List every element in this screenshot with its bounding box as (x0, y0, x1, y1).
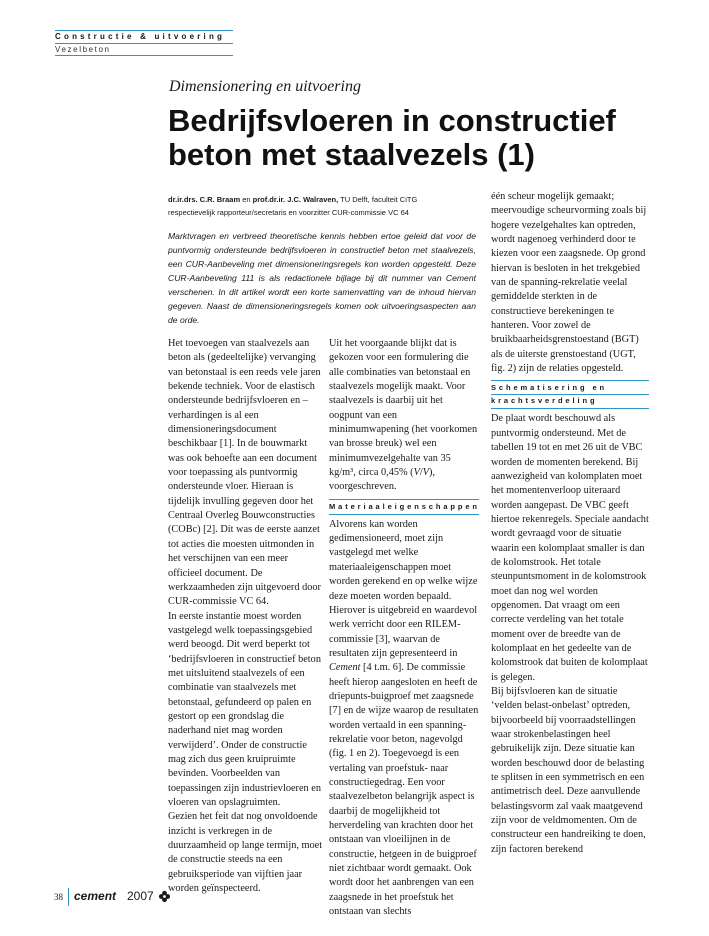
body-paragraph: Gezien het feit dat nog onvoldoende inzicht is verkregen in de duurzaamheid op lange termijn, moet de constructie steeds na een gebruiksperiode van vijftien jaar worden geïnspecteerd. (168, 811, 323, 895)
body-paragraph: Bij bijfsvloeren kan de situatie ‘velden belast-onbelast’ optreden, bijvoorbeeld bij voorraadstellingen waar strokenbelastingen heel gebruikelijk zijn. Deze situatie kan worden beschouwd door de belasting te splitsen in een symmetrisch en een antimetrisch deel. Deze aanvullende belastingsvorm zal vaak maatgevend zijn voor de veldmomenten. Om de constructeur een handreiking te doen, zijn factoren berekend (491, 686, 646, 855)
body-text-italic: Cement (329, 662, 361, 674)
body-paragraph (329, 337, 479, 495)
author-roles: respectievelijk rapporteur/secretaris en voorzitter CUR-commissie VC 64 (168, 208, 409, 217)
subsection-label: Vezelbeton (55, 45, 111, 54)
author-affiliation: TU Delft, faculteit CiTG (338, 195, 418, 204)
body-text: Alvorens kan worden gedimensioneerd, moet zijn vastgelegd met welke materiaaleigenschappen moet worden gerekend en op welke wijze deze moeten worden bepaald. Hierover is uitgebreid en waardevol werk verricht door een RILEM-commissie [3], waarvan de resultaten zijn gepresenteerd in (329, 518, 478, 659)
magazine-name: cement (74, 889, 117, 903)
magazine-year: 2007 (127, 889, 154, 903)
body-text-italic: V (422, 467, 430, 479)
body-text: [4 t.m. 6]. De commissie heeft hierop aangesloten en heeft de driepunts-buigproef met zaagsnede [7] en de wijze waarop de resultaten worden vertaald in een spanning-rekrelatie voor beton, nagevolgd (fig. 1 en 2). Toegevoegd is een vertaling van proefstuk- naar constructiegedrag. Een voor staalvezelbeton belangrijk aspect is daarbij de mogelijkheid tot herverdeling van krachten door het ontstaan van vloeilijnen in de constructie, hetgeen in de buigproef niet zichtbaar wordt gemaakt. Ook wordt door het aanbrengen van een zaagsnede in het proefstuk het ontstaan van slechts (329, 662, 479, 918)
body-column-3 (491, 190, 649, 857)
subheading-schematisering (491, 380, 649, 409)
body-text: / (419, 467, 423, 479)
author-2: prof.dr.ir. J.C. Walraven, (252, 195, 339, 204)
page-number: 38 (54, 892, 63, 902)
article-kicker: Dimensionering en uitvoering (169, 78, 361, 95)
body-paragraph: In eerste instantie moest worden vastgelegd welk toepassingsgebied werd beoogd. Dit werd beperkt tot ‘bedrijfsvloeren in constructief beton met uitsluitend staalvezels of een combinatie van staalvezels met betonstaal, gefundeerd op palen en gestort op een grondslag die naderhand niet mag worden verwijderd’. Onder de constructie mag zich dus geen kruipruimte bevinden. Voorbeelden van toepassingen zijn industrievloeren en vloeren van opslagruimten. (168, 610, 321, 808)
body-text: ), voorgeschreven. (329, 467, 436, 493)
subheading-line: Schematisering en (491, 383, 607, 393)
author-byline (168, 193, 488, 219)
subheading-materiaaleigenschappen: Materiaaleigenschappen (329, 499, 479, 515)
author-1: dr.ir.drs. C.R. Braam (168, 195, 241, 204)
body-text: Uit het voorgaande blijkt dat is gekozen voor een formulering die alle combinaties van betonstaal en staalvezels mogelijk maakt. Voor staalvezels is daarbij uit het oogpunt van een minimumwapening (het voorkomen van brosse breuk) wel een minimumvezelgehalte van 35 kg/m³, circa 0,45% ( (329, 338, 478, 479)
body-paragraph (329, 518, 479, 920)
body-paragraph: één scheur mogelijk gemaakt; meervoudige scheurvorming zoals bij hogere vezelgehaltes kan optreden, wordt nagenoeg verhinderd door te kiezen voor een zaagsnede. Op grond hiervan is besloten in het trekgebied van de spanning-rekrelatie veelal gemiddelde sterkten in de constructieve berekeningen te hanteren. Voor zowel de bruikbaarheidsgrenstoestand (BGT) als de uiterste grenstoestand (UGT, fig. 2) zijn de relaties opgesteld. (491, 191, 647, 375)
author-joiner: en (240, 195, 253, 204)
body-paragraph: De plaat wordt beschouwd als puntvormig ondersteund. Met de tabellen 19 tot en met 26 uit de VBC worden de momenten berekend. Bij aanwezigheid van kolomplaten moet het momentenverloop uiteraard worden aangepast. De VBC geeft hiertoe rekenregels. Speciale aandacht wordt gevraagd voor de situatie waarin een kolomplaat smaller is dan de kolomstrook. Het totale steunpuntsmoment in de kolomstrook moet dan nog wel worden opgenomen. Dat vraagt om een correcte verdeling van het totale moment over de breedte van de kolomplaat en het gedeelte van de kolomstrook dat buiten de kolomplaat is gelegen. (491, 413, 649, 683)
footer-divider (68, 888, 69, 906)
article-title: Bedrijfsvloeren in constructief beton met staalvezels (1) (168, 103, 616, 172)
header-rule-top (55, 30, 233, 31)
flower-icon (158, 890, 171, 903)
subheading-line: krachtsverdeling (491, 394, 649, 407)
header-rule-middle (55, 43, 233, 44)
header-rule-bottom (55, 55, 233, 56)
body-text-italic: V (413, 467, 420, 479)
body-column-1 (168, 337, 324, 896)
body-paragraph: Het toevoegen van staalvezels aan beton als (gedeeltelijke) vervanging van betonstaal is een reeds vele jaren bekende techniek. Voor de elastisch ondersteunde bedrijfsvloeren en –verhardingen is al een dimensioneringsdocument beschikbaar [1]. In de bouwmarkt was ook behoefte aan een document voor toepassing als puntvormig ondersteunde vloer. Hieraan is tijdelijk invulling gegeven door het Centraal Overleg Bouwconstructies (COBc) [2]. Dit was de eerste aanzet tot acties die moesten uitmonden in het verschijnen van een meer officieel document. De werkzaamheden zijn uitgevoerd door CUR-commissie VC 64. (168, 338, 321, 608)
article-lead: Marktvragen en verbreed theoretische kennis hebben ertoe geleid dat voor de puntvormig ondersteunde bedrijfsvloeren in constructief beton met staalvezels, een CUR-Aanbeveling met dimensioneringsregels kon worden opgesteld. Deze CUR-Aanbeveling 111 is als redactionele bijlage bij dit nummer van Cement verschenen. In dit artikel wordt een korte samenvatting van de inhoud hiervan gegeven. Naast de dimensioneringsregels komen ook uitvoeringsaspecten aan de orde. (168, 231, 476, 325)
body-column-2 (329, 337, 479, 919)
section-label: Constructie & uitvoering (55, 32, 226, 41)
